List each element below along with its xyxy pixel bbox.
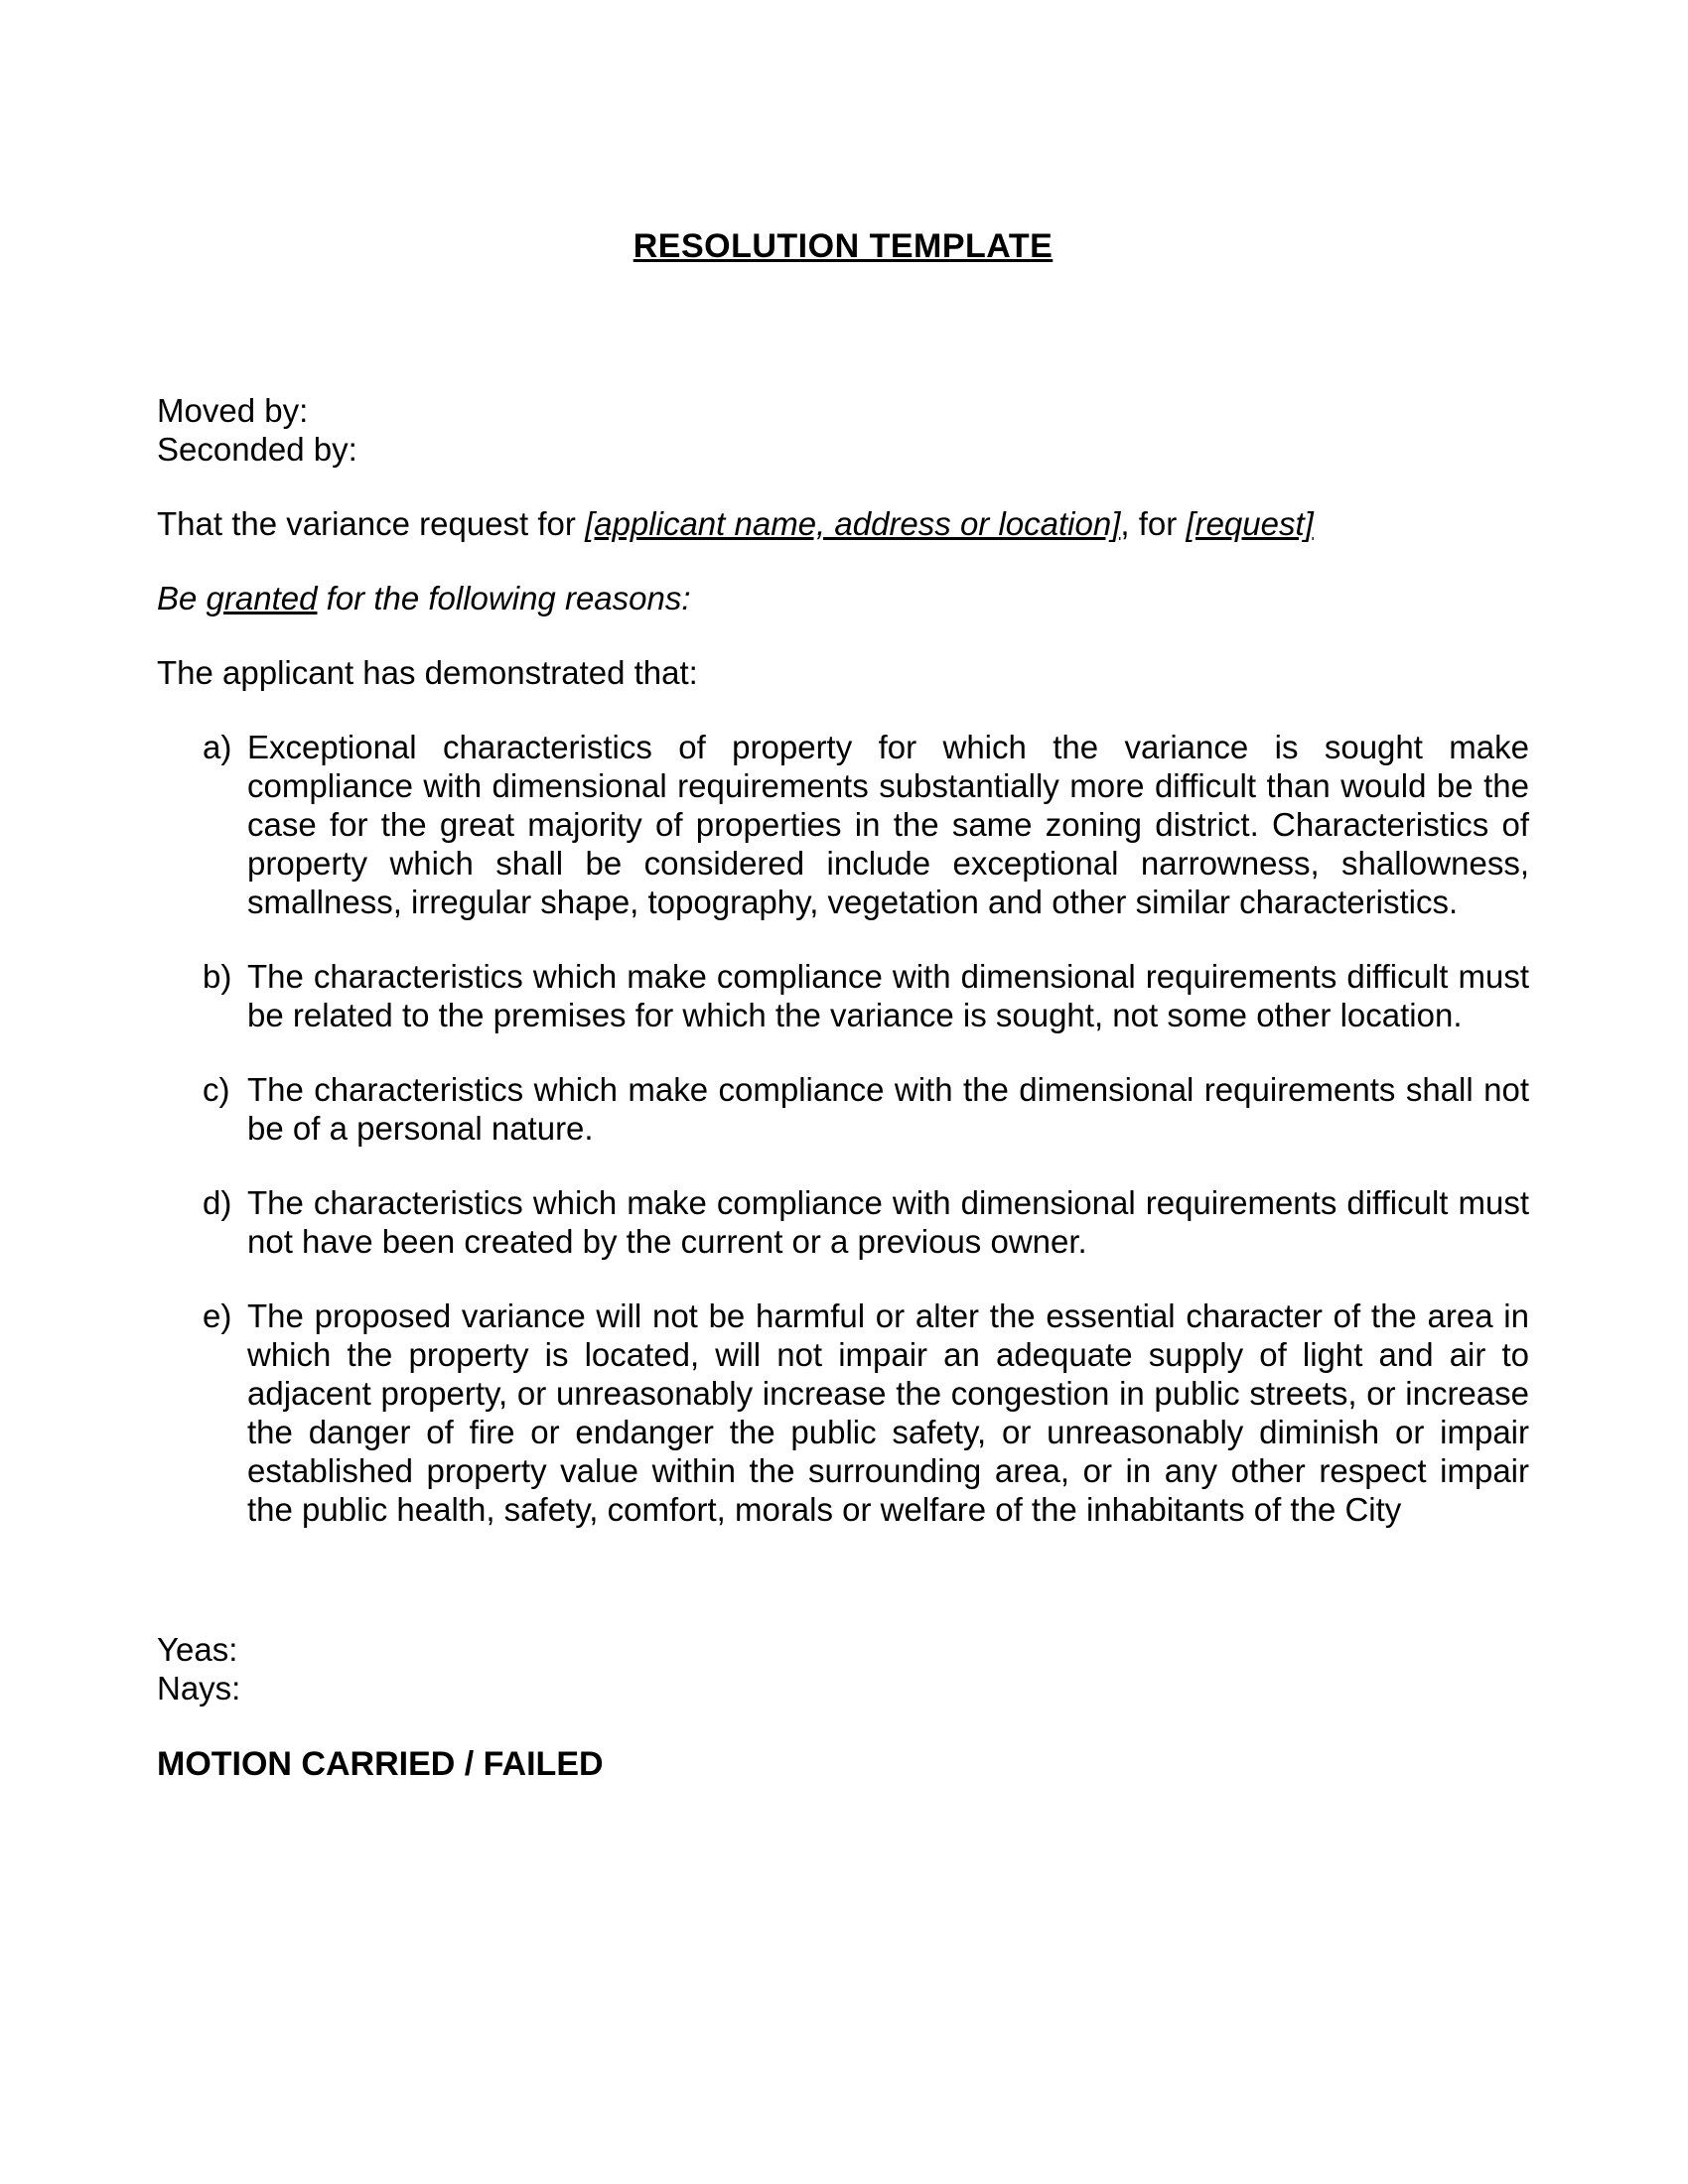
applicant-placeholder: [applicant name, address or location] [585, 505, 1121, 542]
reason-text: Exceptional characteristics of property for which the variance is sought make compliance with dimensional requirements substantially more difficult than would be the case for the great majority of properties in the same zoning district. Characteristics of property which shall be considered include exceptional narrowness, shallowness, smallness, irregular shape, topography, vegetation and other similar characteristics. [247, 729, 1529, 920]
yeas-line: Yeas: [157, 1631, 238, 1668]
reason-marker: e) [203, 1297, 232, 1334]
reason-item-d [203, 1183, 1529, 1261]
demonstrated-line: The applicant has demonstrated that: [157, 654, 698, 691]
reason-marker: b) [203, 958, 232, 995]
reason-marker: a) [203, 729, 232, 765]
request-placeholder: [request] [1186, 505, 1314, 542]
variance-request-middle: , for [1120, 505, 1187, 542]
reason-marker: c) [203, 1071, 230, 1108]
reason-marker: d) [203, 1184, 232, 1221]
granted-suffix: for the following reasons: [317, 580, 691, 616]
document-title: RESOLUTION TEMPLATE [633, 227, 1054, 265]
reason-text: The proposed variance will not be harmful or alter the essential character of the area in which the property is located, will not impair an adequate supply of light and air to adjacent property, or unreasonably increase the congestion in public streets, or increase the danger of fire or endanger the public safety, or unreasonably diminish or impair established property value within the surrounding area, or in any other respect impair the public health, safety, comfort, morals or welfare of the inhabitants of the City [247, 1297, 1529, 1528]
votes-block [157, 1630, 1529, 1707]
granted-word: granted [206, 580, 318, 616]
reason-item-e [203, 1297, 1529, 1529]
variance-request-line [157, 504, 1529, 543]
reason-item-b [203, 957, 1529, 1034]
reason-item-c [203, 1070, 1529, 1148]
reason-text: The characteristics which make compliance with dimensional requirements difficult must not have been created by the current or a previous owner. [247, 1184, 1529, 1260]
reason-text: The characteristics which make compliance with the dimensional requirements shall not be of a personal nature. [247, 1071, 1529, 1147]
reason-item-a [203, 728, 1529, 921]
reason-text: The characteristics which make compliance with dimensional requirements difficult must be related to the premises for which the variance is sought, not some other location. [247, 958, 1529, 1033]
nays-line: Nays: [157, 1670, 241, 1706]
granted-prefix: Be [157, 580, 207, 616]
variance-request-prefix: That the variance request for [157, 505, 586, 542]
motion-result-line: MOTION CARRIED / FAILED [157, 1745, 604, 1783]
moved-by-line: Moved by: [157, 392, 309, 429]
seconded-by-line: Seconded by: [157, 431, 357, 468]
mover-block [157, 391, 1529, 469]
granted-line [157, 579, 1529, 617]
